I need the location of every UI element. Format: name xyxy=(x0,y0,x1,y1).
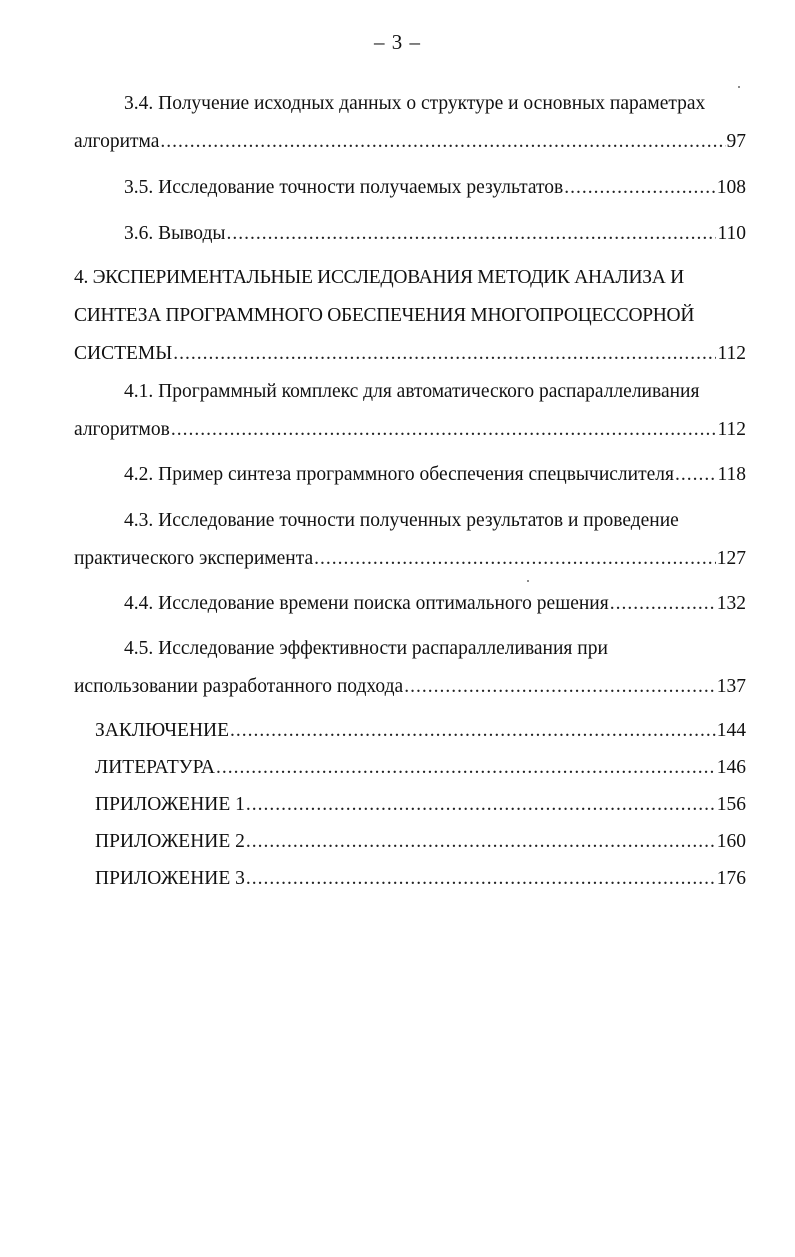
toc-entry-title: 4.4. Исследование времени поиска оптимального решения xyxy=(124,593,609,614)
toc-entry-title: 3.6. Выводы xyxy=(124,223,226,244)
toc-entry-conclusion[interactable] xyxy=(95,719,746,743)
toc-entry-title: ЗАКЛЮЧЕНИЕ xyxy=(95,720,230,741)
toc-entry-page: 132 xyxy=(716,593,746,614)
toc-entry-page: 110 xyxy=(717,223,746,244)
toc-entry-4-1-line1[interactable] xyxy=(124,380,746,404)
leader-dots xyxy=(610,592,716,616)
toc-entry-4-5-line2[interactable] xyxy=(74,675,746,699)
toc-entry-appendix-1[interactable] xyxy=(95,793,746,817)
toc-entry-title: 4.1. Программный комплекс для автоматического распараллеливания xyxy=(124,381,700,402)
toc-entry-4-5-line1[interactable] xyxy=(124,637,746,661)
toc-entry-page: 144 xyxy=(716,720,746,741)
toc-entry-page: 108 xyxy=(716,177,746,198)
toc-chapter-4-line3[interactable] xyxy=(74,342,746,366)
toc-entry-appendix-2[interactable] xyxy=(95,830,746,854)
leader-dots xyxy=(404,675,716,699)
toc-entry-title: 4.3. Исследование точности полученных результатов и проведение xyxy=(124,510,679,531)
leader-dots xyxy=(171,418,717,442)
toc-entry-title-cont: практического эксперимента xyxy=(74,548,314,569)
scan-speck xyxy=(527,580,529,582)
scan-speck xyxy=(738,86,740,88)
toc-entry-title: ПРИЛОЖЕНИЕ 1 xyxy=(95,794,245,815)
toc-entry-4-4[interactable] xyxy=(124,592,746,616)
toc-entry-page: 112 xyxy=(717,343,746,364)
leader-dots xyxy=(216,756,716,780)
toc-entry-page: 176 xyxy=(716,868,746,889)
toc-entry-4-1-line2[interactable] xyxy=(74,418,746,442)
leader-dots xyxy=(314,547,716,571)
toc-entry-title: ПРИЛОЖЕНИЕ 2 xyxy=(95,831,245,852)
toc-entry-page: 160 xyxy=(716,831,746,852)
toc-entry-4-2[interactable] xyxy=(124,463,746,487)
toc-entry-page: 156 xyxy=(716,794,746,815)
toc-entry-title: ЛИТЕРАТУРА xyxy=(95,757,215,778)
page-number: – 3 – xyxy=(374,30,421,54)
toc-entry-page: 146 xyxy=(716,757,746,778)
toc-chapter-4-line2[interactable] xyxy=(74,304,754,328)
toc-entry-3-6[interactable] xyxy=(124,222,746,246)
toc-entry-title: 3.5. Исследование точности получаемых результатов xyxy=(124,177,564,198)
leader-dots xyxy=(675,463,717,487)
toc-entry-title-cont: алгоритмов xyxy=(74,419,170,440)
toc-entry-3-4-line1[interactable] xyxy=(124,92,746,116)
toc-entry-4-3-line1[interactable] xyxy=(124,509,746,533)
toc-entry-3-5[interactable] xyxy=(124,176,746,200)
leader-dots xyxy=(227,222,717,246)
toc-entry-appendix-3[interactable] xyxy=(95,867,746,891)
toc-entry-page: 118 xyxy=(717,464,746,485)
toc-entry-title-cont: использовании разработанного подхода xyxy=(74,676,404,697)
toc-entry-3-4-line2[interactable] xyxy=(74,130,746,154)
toc-entry-page: 127 xyxy=(716,548,746,569)
toc-chapter-4-line1[interactable] xyxy=(74,266,754,290)
leader-dots xyxy=(246,867,716,891)
toc-chapter-title-end: СИСТЕМЫ xyxy=(74,343,173,364)
leader-dots xyxy=(564,176,716,200)
leader-dots xyxy=(160,130,725,154)
toc-entry-page: 112 xyxy=(717,419,746,440)
leader-dots xyxy=(230,719,716,743)
toc-chapter-title: 4. ЭКСПЕРИМЕНТАЛЬНЫЕ ИССЛЕДОВАНИЯ МЕТОДИК АНАЛИЗА И xyxy=(74,267,684,288)
leader-dots xyxy=(246,793,716,817)
toc-entry-title: ПРИЛОЖЕНИЕ 3 xyxy=(95,868,245,889)
toc-entry-title: 4.2. Пример синтеза программного обеспечения спецвычислителя xyxy=(124,464,674,485)
toc-entry-page: 137 xyxy=(716,676,746,697)
toc-entry-page: 97 xyxy=(726,131,746,152)
toc-entry-title-cont: алгоритма xyxy=(74,131,160,152)
toc-entry-title: 3.4. Получение исходных данных о структуре и основных параметрах xyxy=(124,93,706,114)
toc-chapter-title-cont: СИНТЕЗА ПРОГРАММНОГО ОБЕСПЕЧЕНИЯ МНОГОПРОЦЕССОРНОЙ xyxy=(74,305,695,326)
toc-entry-title: 4.5. Исследование эффективности распараллеливания при xyxy=(124,638,608,659)
leader-dots xyxy=(173,342,716,366)
toc-entry-4-3-line2[interactable] xyxy=(74,547,746,571)
leader-dots xyxy=(246,830,716,854)
toc-entry-literature[interactable] xyxy=(95,756,746,780)
